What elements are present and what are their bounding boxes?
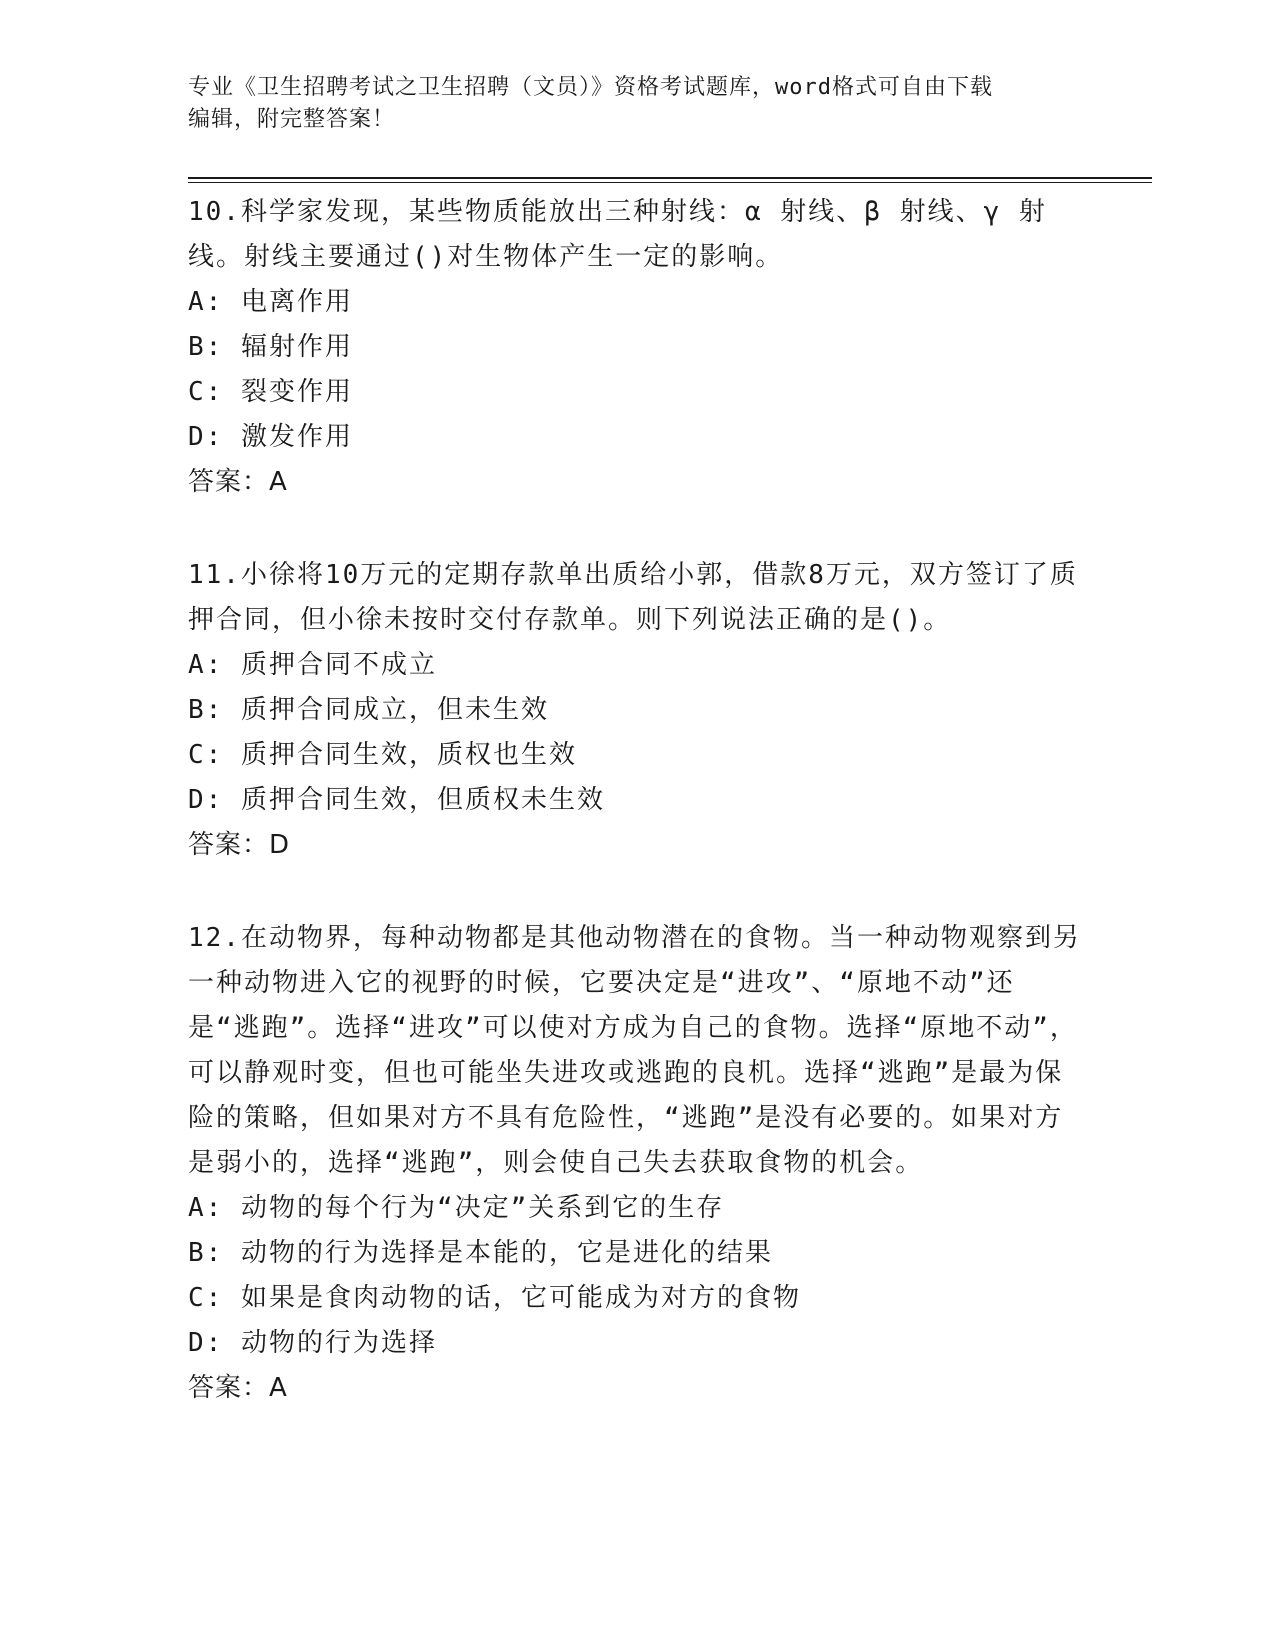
answer-line: 答案：D — [188, 830, 291, 860]
question-stem: 12.在动物界，每种动物都是其他动物潜在的食物。当一种动物观察到另一种动物进入它的视野的时候，它要决定是“进攻”、“原地不动”还是“逃跑”。选择“进攻”可以使对方成为自己的食物。选择“原地不动”，可以静观时变，但也可能坐失进攻或逃跑的良机。选择“逃跑”是最为保险的策略，但如果对方不具有危险性，“逃跑”是没有必要的。如果对方是弱小的，选择“逃跑”，则会使自己失去获取食物的机会。 — [188, 923, 1081, 1178]
answer-line: 答案：A — [188, 1373, 288, 1403]
question-10 — [188, 190, 1088, 505]
option-c: C: 如果是食肉动物的话，它可能成为对方的食物 — [188, 1283, 801, 1313]
option-a: A: 质押合同不成立 — [188, 650, 437, 680]
option-b: B: 质押合同成立，但未生效 — [188, 695, 549, 725]
header-divider-thin — [188, 182, 1152, 183]
answer-line: 答案：A — [188, 467, 288, 497]
option-d: D: 动物的行为选择 — [188, 1328, 437, 1358]
document-header — [188, 72, 1088, 136]
header-divider-thick — [188, 177, 1152, 179]
option-d: D: 激发作用 — [188, 422, 353, 452]
option-c: C: 质押合同生效，质权也生效 — [188, 740, 577, 770]
option-b: B: 动物的行为选择是本能的，它是进化的结果 — [188, 1238, 773, 1268]
header-line-2: 编辑，附完整答案！ — [188, 107, 396, 132]
question-stem: 10.科学家发现，某些物质能放出三种射线：α 射线、β 射线、γ 射线。射线主要通过()对生物体产生一定的影响。 — [188, 197, 1047, 272]
question-12 — [188, 916, 1088, 1411]
option-a: A: 电离作用 — [188, 287, 353, 317]
question-11 — [188, 553, 1088, 868]
option-d: D: 质押合同生效，但质权未生效 — [188, 785, 605, 815]
option-c: C: 裂变作用 — [188, 377, 353, 407]
option-a: A: 动物的每个行为“决定”关系到它的生存 — [188, 1193, 725, 1223]
header-line-1: 专业《卫生招聘考试之卫生招聘（文员）》资格考试题库，word格式可自由下载 — [188, 75, 993, 100]
question-stem: 11.小徐将10万元的定期存款单出质给小郭，借款8万元，双方签订了质押合同，但小徐未按时交付存款单。则下列说法正确的是()。 — [188, 560, 1078, 635]
option-b: B: 辐射作用 — [188, 332, 353, 362]
